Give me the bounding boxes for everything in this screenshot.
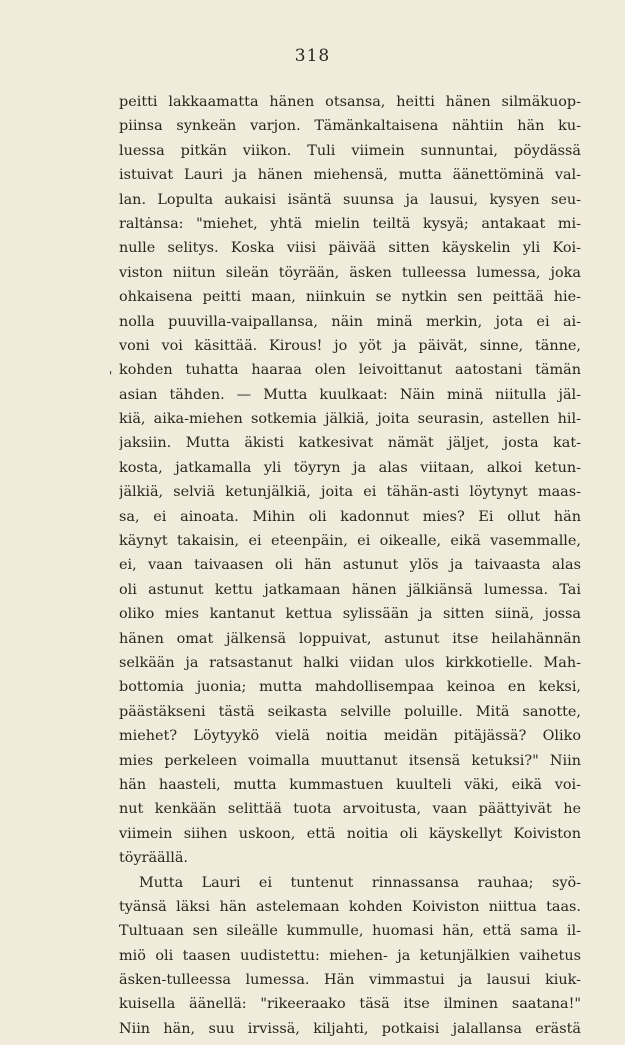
text-line: bottomia juonia; mutta mahdollisempaa keinoa en keksi, (119, 679, 581, 696)
text-line: päästäkseni tästä seikasta selville poluille. Mitä sanotte, (119, 703, 581, 720)
text-line: viimein siihen uskoon, että noitia oli käyskellyt Koiviston (119, 825, 581, 842)
text-line: töyräällä. (119, 850, 188, 867)
text-line: äsken-tulleessa lumessa. Hän vimmastui ja lausui kiuk- (119, 972, 581, 989)
text-line: jaksiin. Mutta äkisti katkesivat nämät jäljet, josta kat- (119, 435, 581, 452)
text-line: kosta, jatkamalla yli töyryn ja alas viitaan, alkoi ketun- (119, 459, 581, 476)
text-line: miö oli taasen uudistettu: miehen- ja ketunjälkien vaihetus (119, 947, 581, 964)
text-line: kohden tuhatta haaraa olen leivoittanut aatostani tämän (119, 362, 581, 379)
text-line: asian tähden. — Mutta kuulkaat: Näin minä niitulla jäl- (119, 386, 581, 403)
text-line: oliko mies kantanut kettua sylissään ja sitten siinä, jossa (119, 606, 581, 623)
text-line: raltȧnsa: "miehet, yhtä mielin teiltä kysyä; antakaat mi- (119, 215, 581, 232)
text-line: kiä, aika-miehen sotkemia jälkiä, joita seurasin, astellen hil- (119, 411, 581, 428)
text-line: nolla puuvilla-vaipallansa, näin minä merkin, jota ei ai- (119, 313, 581, 330)
text-line: nut kenkään selittää tuota arvoitusta, vaan päättyivät he (119, 801, 581, 818)
text-line: viston niitun sileän töyrään, äsken tulleessa lumessa, joka (119, 264, 581, 281)
text-line: peitti lakkaamatta hänen otsansa, heitti hänen silmäkuop- (119, 94, 581, 110)
text-line: ei, vaan taivaasen oli hän astunut ylös ja taivaasta alas (119, 557, 581, 574)
text-line: voni voi käsittää. Kirous! jo yöt ja päivät, sinne, tänne, (119, 337, 581, 354)
body-text (119, 90, 581, 1041)
text-line: istuivat Lauri ja hänen miehensä, mutta äänettöminä val- (119, 167, 581, 184)
text-line: tyänsä läksi hän astelemaan kohden Koiviston niittua taas. (119, 898, 581, 915)
text-line: selkään ja ratsastanut halki viidan ulos kirkkotielle. Mah- (119, 654, 581, 671)
margin-mark: ' (109, 369, 113, 383)
text-line: Tultuaan sen sileälle kummulle, huomasi hän, että sama il- (119, 923, 581, 940)
text-line: hän haasteli, mutta kummastuen kuulteli väki, eikä voi- (119, 776, 581, 793)
text-line: hänen omat jälkensä loppuivat, astunut itse heilahännän (119, 630, 581, 647)
text-line: Mutta Lauri ei tuntenut rinnassansa rauhaa; syö- (139, 874, 581, 891)
text-line: mies perkeleen voimalla muuttanut itsensä ketuksi?" Niin (119, 752, 581, 769)
text-line: käynyt takaisin, ei eteenpäin, ei oikealle, eikä vasemmalle, (119, 533, 581, 550)
text-line: miehet? Löytyykö vielä noitia meidän pitäjässä? Oliko (119, 728, 581, 745)
text-line: nulle selitys. Koska viisi päivää sitten käyskelin yli Koi- (119, 240, 581, 257)
page-number: 318 (294, 46, 331, 66)
text-line: kuisella äänellä: "rikeeraako täsä itse ilminen saatana!" (119, 996, 581, 1013)
text-line: lan. Lopulta aukaisi isäntä suunsa ja lausui, kysyen seu- (119, 191, 581, 208)
text-line: piinsa synkeän varjon. Tämänkaltaisena nähtiin hän ku- (119, 118, 581, 135)
text-line: ohkaisena peitti maan, niinkuin se nytkin sen peittää hie- (119, 289, 581, 306)
text-line: jälkiä, selviä ketunjälkiä, joita ei tähän-asti löytynyt maas- (119, 484, 581, 501)
text-line: sa, ei ainoata. Mihin oli kadonnut mies? Ei ollut hän (119, 508, 581, 525)
text-line: luessa pitkän viikon. Tuli viimein sunnuntai, pöydässä (119, 142, 581, 159)
text-line: Niin hän, suu irvissä, kiljahti, potkaisi jalallansa erästä (119, 1020, 581, 1037)
text-line: oli astunut kettu jatkamaan hänen jälkiänsä lumessa. Tai (119, 581, 581, 598)
